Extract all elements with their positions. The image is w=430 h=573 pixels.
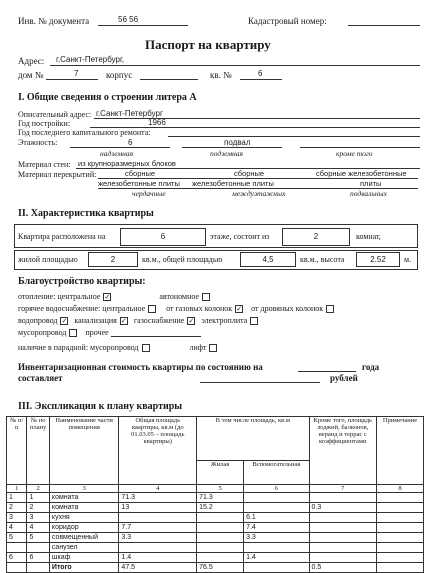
table-cell-n: 2 <box>7 503 27 513</box>
floors-except-caption: кроме того <box>336 149 373 158</box>
header-plan: № по плану <box>27 417 49 485</box>
last-repair-label: Год последнего капитального ремонта: <box>18 128 151 137</box>
inventory-line2-end: рублей <box>330 373 358 383</box>
walls-label: Материал стен: <box>18 160 71 169</box>
colnum-3: 3 <box>49 485 119 493</box>
rooms-suffix: комнат, <box>356 232 381 241</box>
year-built-label: Год постройки: <box>18 119 71 128</box>
hotwater-wood-checkbox[interactable] <box>326 305 334 313</box>
table-row <box>7 523 424 533</box>
section2-title: II. Характеристика квартиры <box>18 208 154 219</box>
header-extra: Кроме того, площадь лоджий, балконов, веранд и террас с коэффициентами <box>309 417 376 485</box>
caption-basement: подвальных <box>350 189 387 198</box>
desc-address-label: Описательный адрес: <box>18 110 92 119</box>
table-cell-extra <box>309 553 376 563</box>
total-cell-note <box>376 563 423 573</box>
table-cell-extra <box>309 543 376 553</box>
rooms-value-box: 2 <box>282 228 350 246</box>
korpus-label: корпус <box>106 70 133 80</box>
electric-label: электроплита <box>201 316 248 325</box>
table-cell-aux <box>244 503 309 513</box>
desc-address-underline <box>94 118 420 119</box>
material1-a: сборные <box>125 169 156 178</box>
address-label: Адрес: <box>18 56 45 66</box>
table-cell-note <box>376 533 423 543</box>
floors-under-underline <box>182 147 282 148</box>
table-cell-aux: 3.3 <box>244 533 309 543</box>
table-cell-note <box>376 503 423 513</box>
table-cell-extra <box>309 533 376 543</box>
table-cell-plan: 3 <box>27 513 49 523</box>
cadastral-underline <box>348 25 420 26</box>
sewer-label: канализация <box>74 316 117 325</box>
colnum-1: 1 <box>7 485 27 493</box>
total-area-label: кв.м., общей площадью <box>142 255 223 264</box>
floor-value-box: 6 <box>120 228 206 246</box>
total-cell-name: Итого <box>49 563 119 573</box>
total-cell-aux <box>244 563 309 573</box>
table-cell-living <box>197 553 244 563</box>
section1-title: I. Общие сведения о строении литера А <box>18 92 197 103</box>
utilities-row <box>18 316 258 325</box>
cadastral-label: Кадастровый номер: <box>248 16 327 26</box>
height-unit: м. <box>404 255 412 264</box>
table-cell-living <box>197 533 244 543</box>
table-cell-n: 6 <box>7 553 27 563</box>
house-label: дом № <box>18 70 44 80</box>
table-cell-living <box>197 543 244 553</box>
table-cell-plan: 5 <box>27 533 49 543</box>
hotwater-wood-label: от дровяных колонок <box>251 304 324 313</box>
header-total: Общая площадь квартиры, кв.м (до 01.03.05 – площадь квартиры) <box>119 417 197 485</box>
total-cell-total: 47.5 <box>119 563 197 573</box>
table-cell-extra <box>309 513 376 523</box>
floor-material-label: Материал перекрытий: <box>18 170 97 179</box>
table-cell-name: шкаф <box>49 553 119 563</box>
total-row <box>7 563 424 573</box>
year-built-value: 1966 <box>148 118 166 127</box>
table-cell-plan: 1 <box>27 493 49 503</box>
table-cell-n: 5 <box>7 533 27 543</box>
heating-row <box>18 292 210 301</box>
house-value: 7 <box>74 69 79 78</box>
caption-inter: междуэтажных <box>232 189 286 198</box>
table-cell-plan: 2 <box>27 503 49 513</box>
header-name: Наименование части помещения <box>49 417 119 485</box>
doc-number-underline <box>98 25 188 26</box>
heating-central-label: центральное <box>57 292 101 301</box>
total-cell-empty <box>7 563 27 573</box>
total-cell-empty <box>27 563 49 573</box>
header-incl: В том числе площадь, кв.м <box>197 417 309 461</box>
last-repair-underline <box>168 136 420 137</box>
section3-title: III. Экспликация к плану квартиры <box>18 401 183 412</box>
address-underline <box>50 65 420 66</box>
table-cell-extra: 0.3 <box>309 503 376 513</box>
walls-value: из крупноразмерных блоков <box>78 159 176 168</box>
table-cell-aux <box>244 493 309 503</box>
header-living: Жилая <box>197 461 244 485</box>
trash-row <box>18 328 201 337</box>
table-cell-living <box>197 513 244 523</box>
material3-a: сборные железобетонные <box>316 169 407 178</box>
apartment-underline <box>240 79 282 80</box>
hotwater-row <box>18 304 334 313</box>
height-box: 2.52 <box>356 252 400 267</box>
inventory-value-underline <box>200 382 320 383</box>
address-value: г.Санкт-Петербург, <box>56 55 125 64</box>
table-cell-name: совмещенный <box>49 533 119 543</box>
table-row <box>7 553 424 563</box>
table-cell-aux: 6.1 <box>244 513 309 523</box>
colnum-4: 4 <box>119 485 197 493</box>
other-underline <box>111 336 201 337</box>
table-cell-note <box>376 493 423 503</box>
table-cell-total: 1.4 <box>119 553 197 563</box>
water-label: водопровод <box>18 316 58 325</box>
hotwater-central-checkbox[interactable] <box>148 305 156 313</box>
inventory-line1: Инвентаризационная стоимость квартиры по состоянию на <box>18 362 263 372</box>
table-row <box>7 543 424 553</box>
gas-label: газоснабжение <box>133 316 185 325</box>
desc-address-value: г.Санкт-Петербург <box>96 109 163 118</box>
material2-a: сборные <box>234 169 265 178</box>
table-cell-aux: 1.4 <box>244 553 309 563</box>
table-cell-living: 71.3 <box>197 493 244 503</box>
living-area-label: жилой площадью <box>18 255 78 264</box>
table-cell-plan <box>27 543 49 553</box>
house-underline <box>46 79 98 80</box>
floor-suffix: этаже, состоит из <box>210 232 270 241</box>
floors-under-caption: подземная <box>210 149 244 158</box>
table-row <box>7 503 424 513</box>
inventory-line1-end: года <box>362 362 380 372</box>
table-cell-total: 71.3 <box>119 493 197 503</box>
table-row <box>7 493 424 503</box>
heating-auto-label: автономное <box>159 292 199 301</box>
table-cell-name: комната <box>49 503 119 513</box>
table-cell-living: 15.2 <box>197 503 244 513</box>
material2-b: железобетонные плиты <box>192 179 274 188</box>
trash-label: мусоропровод <box>18 328 67 337</box>
table-cell-name: коридор <box>49 523 119 533</box>
header-num: № п/п <box>7 417 27 485</box>
hotwater-gas-label: от газовых колонок <box>166 304 233 313</box>
table-cell-n <box>7 543 27 553</box>
floors-except-underline <box>300 147 420 148</box>
colnum-2: 2 <box>27 485 49 493</box>
table-cell-note <box>376 513 423 523</box>
gas-checkbox[interactable]: ✓ <box>188 317 195 326</box>
hotwater-gas-checkbox[interactable]: ✓ <box>236 305 243 314</box>
table-row <box>7 513 424 523</box>
sewer-checkbox[interactable]: ✓ <box>120 317 127 326</box>
table-cell-total: 13 <box>119 503 197 513</box>
total-cell-living: 76.5 <box>197 563 244 573</box>
water-checkbox[interactable]: ✓ <box>61 317 68 326</box>
trash-checkbox[interactable] <box>69 329 77 337</box>
front-trash-label: мусоропровод <box>90 343 139 352</box>
doc-number-label: Инв. № документа <box>18 16 90 26</box>
amenities-title: Благоустройство квартиры: <box>18 276 146 287</box>
table-cell-name: комната <box>49 493 119 503</box>
colnum-5: 5 <box>197 485 244 493</box>
inventory-date-underline <box>298 371 356 372</box>
table-cell-aux: 7.4 <box>244 523 309 533</box>
table-cell-total <box>119 513 197 523</box>
material1-b: железобетонные плиты <box>98 179 180 188</box>
header-note: Примечание <box>376 417 423 485</box>
total-cell-extra: 0.5 <box>309 563 376 573</box>
floors-label: Этажность: <box>18 138 58 147</box>
table-cell-note <box>376 543 423 553</box>
located-label: Квартира расположена на <box>18 232 106 241</box>
korpus-underline <box>140 79 198 80</box>
colnum-6: 6 <box>244 485 309 493</box>
electric-checkbox[interactable] <box>250 317 258 325</box>
page-title: Паспорт на квартиру <box>145 37 271 52</box>
table-cell-name: кухня <box>49 513 119 523</box>
colnum-8: 8 <box>376 485 423 493</box>
explication-table <box>6 416 424 573</box>
hotwater-label: горячее водоснабжение: <box>18 304 101 313</box>
total-area-box: 4,5 <box>240 252 296 267</box>
floors-above-value: 6 <box>128 138 133 147</box>
table-cell-extra <box>309 523 376 533</box>
front-trash-checkbox[interactable] <box>142 344 150 352</box>
colnum-7: 7 <box>309 485 376 493</box>
table-cell-living <box>197 523 244 533</box>
table-row <box>7 533 424 543</box>
inventory-line2: составляет <box>18 373 63 383</box>
hotwater-central-label: центральное <box>102 304 146 313</box>
table-cell-plan: 4 <box>27 523 49 533</box>
front-lift-checkbox[interactable] <box>209 344 217 352</box>
table-cell-total: 3.3 <box>119 533 197 543</box>
table-cell-total: 7.7 <box>119 523 197 533</box>
other-label: прочее <box>85 328 109 337</box>
heating-auto-checkbox[interactable] <box>202 293 210 301</box>
apartment-label: кв. № <box>210 70 232 80</box>
floors-basement-value: подвал <box>224 138 251 147</box>
front-lift-label: лифт <box>189 343 207 352</box>
caption-attic: чердачные <box>132 189 166 198</box>
front-row <box>18 343 217 352</box>
table-cell-total <box>119 543 197 553</box>
heating-central-checkbox[interactable]: ✓ <box>104 293 111 302</box>
table-cell-aux <box>244 543 309 553</box>
table-cell-note <box>376 553 423 563</box>
doc-number-value: 56 56 <box>118 15 139 24</box>
table-cell-plan: 6 <box>27 553 49 563</box>
table-cell-extra <box>309 493 376 503</box>
living-area-box: 2 <box>88 252 138 267</box>
table-cell-n: 4 <box>7 523 27 533</box>
heating-label: отопление: <box>18 292 56 301</box>
table-cell-n: 3 <box>7 513 27 523</box>
header-aux: Вспомогательная <box>244 461 309 485</box>
front-label: наличие в парадной: <box>18 343 89 352</box>
table-cell-name: санузел <box>49 543 119 553</box>
height-label: кв.м., высота <box>300 255 345 264</box>
table-cell-note <box>376 523 423 533</box>
floors-above-caption: надземная <box>100 149 134 158</box>
explication-body <box>7 493 424 573</box>
material3-b: плиты <box>360 179 382 188</box>
table-cell-n: 1 <box>7 493 27 503</box>
floors-above-underline <box>70 147 170 148</box>
apartment-value: 6 <box>258 69 263 78</box>
